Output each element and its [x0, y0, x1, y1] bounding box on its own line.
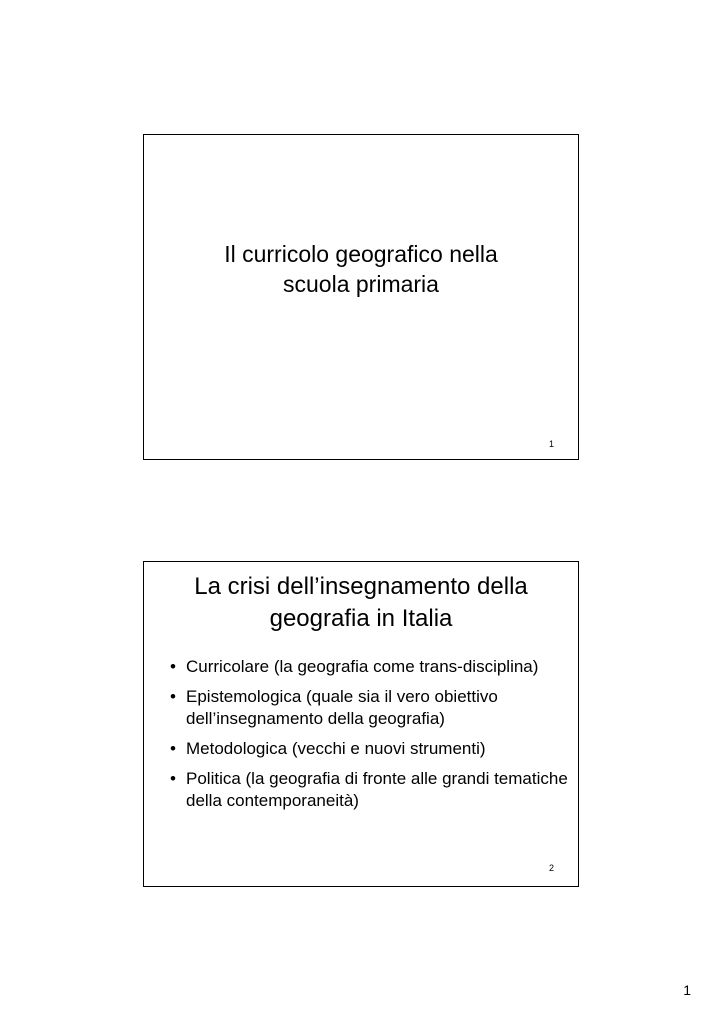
slide-1-title-line-2: scuola primaria — [283, 271, 439, 297]
bullet-item — [170, 738, 570, 760]
slide-1-title-line-1: Il curricolo geografico nella — [224, 241, 498, 267]
bullet-text: Epistemologica (quale sia il vero obiettivo dell’insegnamento della geografia) — [186, 687, 498, 728]
slide-2-title-line-1: La crisi dell’insegnamento della — [194, 573, 528, 600]
bullet-item — [170, 686, 570, 730]
page-number: 1 — [683, 982, 691, 998]
slide-1 — [143, 134, 579, 460]
bullet-icon: • — [170, 769, 176, 788]
bullet-text: Politica (la geografia di fronte alle grandi tematiche della contemporaneità) — [186, 769, 568, 810]
slide-2-title-line-2: geografia in Italia — [269, 605, 453, 632]
slide-2-bullet-list — [170, 656, 570, 820]
bullet-text: Curricolare (la geografia come trans-disciplina) — [186, 657, 539, 676]
bullet-item — [170, 768, 570, 812]
bullet-icon: • — [170, 739, 176, 758]
bullet-item — [170, 656, 570, 678]
slide-2-number: 2 — [548, 863, 554, 873]
bullet-icon: • — [170, 687, 176, 706]
slide-1-title — [144, 239, 578, 299]
bullet-text: Metodologica (vecchi e nuovi strumenti) — [186, 739, 486, 758]
slide-2-title — [144, 571, 578, 635]
bullet-icon: • — [170, 657, 176, 676]
slide-1-number: 1 — [548, 439, 554, 449]
slide-2 — [143, 561, 579, 887]
